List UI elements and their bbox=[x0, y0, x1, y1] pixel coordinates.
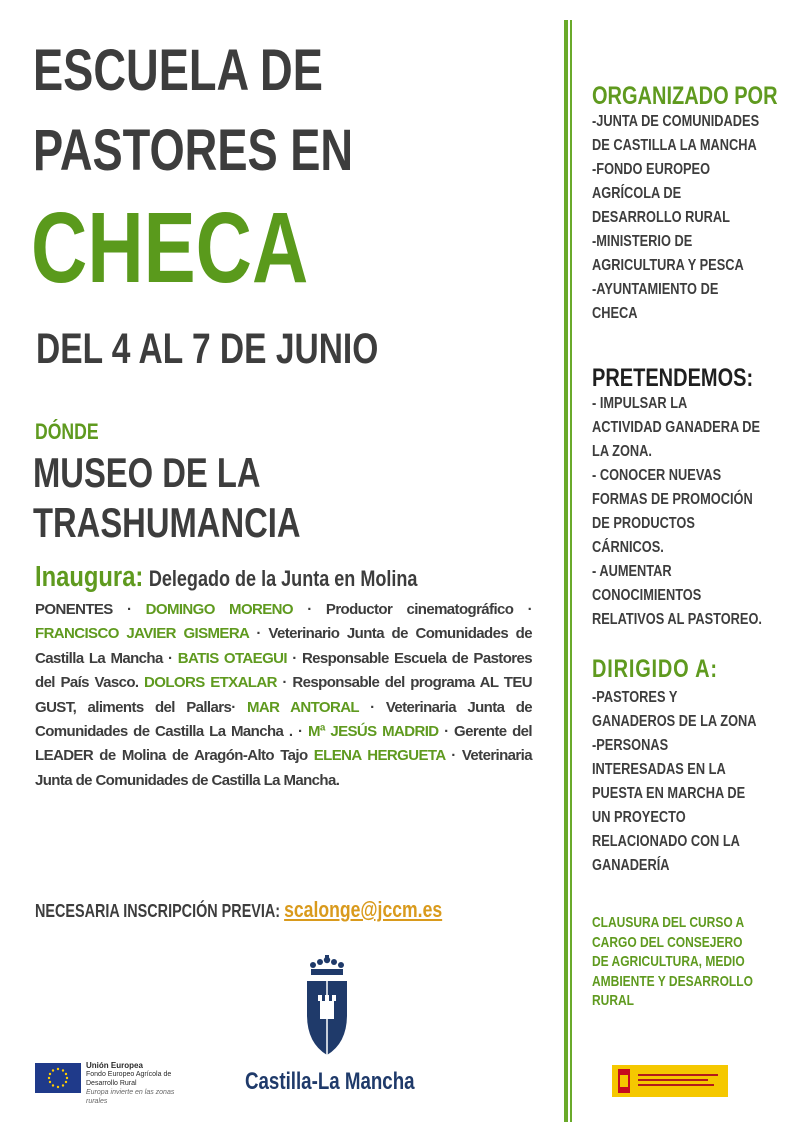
list-item: CARGO DEL CONSEJERO bbox=[592, 933, 743, 951]
speaker-role: · Veterinario Junta de Comunidades de Castilla La Mancha · bbox=[35, 625, 532, 667]
list-item: DE PRODUCTOS bbox=[592, 515, 695, 532]
list-item: DE AGRICULTURA, MEDIO bbox=[592, 953, 745, 970]
signup-email-link[interactable]: scalonge@jccm.es bbox=[284, 897, 443, 922]
speaker-name: DOLORS ETXALAR bbox=[144, 674, 277, 692]
list-item: - AUMENTAR bbox=[592, 563, 672, 580]
list-item: AMBIENTE Y DESARROLLO bbox=[592, 972, 753, 990]
list-item: UN PROYECTO bbox=[592, 809, 686, 826]
speaker-name: MAR ANTORAL bbox=[246, 698, 359, 716]
divider-line-thin bbox=[570, 20, 572, 1122]
organized-heading: ORGANIZADO POR bbox=[592, 82, 778, 110]
spain-ministry-logo-icon bbox=[612, 1065, 728, 1097]
speaker-role: · Veterinaria Junta de Comunidades de Castilla La Mancha. bbox=[35, 747, 532, 789]
list-item: ACTIVIDAD GANADERA DE bbox=[592, 419, 761, 436]
goals-list bbox=[592, 392, 782, 632]
list-item: CONOCIMIENTOS bbox=[592, 587, 702, 604]
closing-note bbox=[592, 913, 782, 1011]
divider-line bbox=[564, 20, 568, 1122]
goals-heading: PRETENDEMOS: bbox=[592, 364, 754, 392]
list-item: AGRICULTURA Y PESCA bbox=[592, 257, 744, 274]
list-item: DESARROLLO RURAL bbox=[592, 209, 730, 226]
speakers-paragraph bbox=[35, 598, 532, 793]
speaker-role: · Productor cinematográfico · bbox=[292, 601, 532, 618]
event-dates: DEL 4 AL 7 DE JUNIO bbox=[36, 325, 379, 373]
title-line-1: ESCUELA DE bbox=[33, 38, 323, 103]
inauguration-text: Delegado de la Junta en Molina bbox=[148, 566, 418, 591]
speaker-role: · Responsable Escuela de Pastores del País Vasco. bbox=[35, 649, 532, 692]
inauguration-label: Inaugura: bbox=[35, 561, 144, 593]
list-item: GANADERÍA bbox=[592, 857, 670, 874]
list-item: CLAUSURA DEL CURSO A bbox=[592, 914, 745, 931]
venue-line-2: TRASHUMANCIA bbox=[33, 499, 301, 546]
list-item: FORMAS DE PROMOCIÓN bbox=[592, 491, 753, 508]
list-item: CÁRNICOS. bbox=[592, 539, 664, 556]
organized-list bbox=[592, 110, 782, 326]
list-item: CHECA bbox=[592, 305, 638, 322]
list-item: AGRÍCOLA DE bbox=[592, 185, 682, 202]
list-item: INTERESADAS EN LA bbox=[592, 761, 726, 778]
eu-subtitle: Fondo Europeo Agrícola de Desarrollo Rural bbox=[86, 1071, 172, 1087]
list-item: LA ZONA. bbox=[592, 443, 652, 460]
title-town: CHECA bbox=[31, 192, 309, 304]
list-item: -PASTORES Y bbox=[592, 689, 678, 706]
inauguration bbox=[35, 563, 417, 592]
list-item: -PERSONAS bbox=[592, 737, 669, 754]
eu-tagline: Europa invierte en las zonas rurales bbox=[86, 1089, 175, 1105]
list-item: -FONDO EUROPEO bbox=[592, 161, 711, 178]
speaker-name: FRANCISCO JAVIER GISMERA bbox=[35, 625, 249, 643]
speaker-name: BATIS OTAEGUI bbox=[177, 649, 287, 667]
list-item: -JUNTA DE COMUNIDADES bbox=[592, 113, 760, 130]
speaker-role: · Responsable del programa AL TEU GUST, aliments del Pallars· bbox=[35, 674, 532, 716]
castilla-la-mancha-crest-icon bbox=[297, 955, 357, 1060]
venue-line-1: MUSEO DE LA bbox=[33, 449, 261, 496]
eu-flag-icon bbox=[35, 1063, 81, 1093]
title-line-2: PASTORES EN bbox=[33, 118, 354, 183]
eu-logo-text bbox=[86, 1061, 186, 1106]
speakers-intro: PONENTES · bbox=[35, 601, 146, 618]
speaker-role: · Veterinaria Junta de Comunidades de Castilla La Mancha . · bbox=[35, 698, 532, 741]
list-item: RURAL bbox=[592, 992, 634, 1009]
list-item: PUESTA EN MARCHA DE bbox=[592, 785, 746, 802]
list-item: - CONOCER NUEVAS bbox=[592, 467, 722, 484]
list-item: RELACIONADO CON LA bbox=[592, 833, 740, 850]
list-item: - IMPULSAR LA bbox=[592, 395, 688, 412]
castilla-la-mancha-logo-text: Castilla-La Mancha bbox=[245, 1068, 415, 1095]
audience-list bbox=[592, 686, 782, 878]
signup-label: NECESARIA INSCRIPCIÓN PREVIA: bbox=[35, 901, 285, 921]
signup-line bbox=[35, 897, 442, 923]
list-item: -MINISTERIO DE bbox=[592, 233, 693, 250]
where-label: DÓNDE bbox=[35, 419, 99, 444]
speaker-name: ELENA HERGUETA bbox=[313, 747, 445, 765]
speaker-name: DOMINGO MORENO bbox=[145, 601, 293, 618]
list-item: RELATIVOS AL PASTOREO. bbox=[592, 611, 762, 628]
list-item: GANADEROS DE LA ZONA bbox=[592, 713, 757, 730]
eu-title: Unión Europea bbox=[86, 1061, 143, 1070]
speaker-name: Mª JESÚS MADRID bbox=[307, 723, 439, 741]
list-item: DE CASTILLA LA MANCHA bbox=[592, 137, 757, 154]
audience-heading: DIRIGIDO A: bbox=[592, 655, 718, 683]
list-item: -AYUNTAMIENTO DE bbox=[592, 281, 719, 298]
speaker-role: · Gerente del LEADER de Molina de Aragón-Alto Tajo bbox=[35, 723, 532, 765]
